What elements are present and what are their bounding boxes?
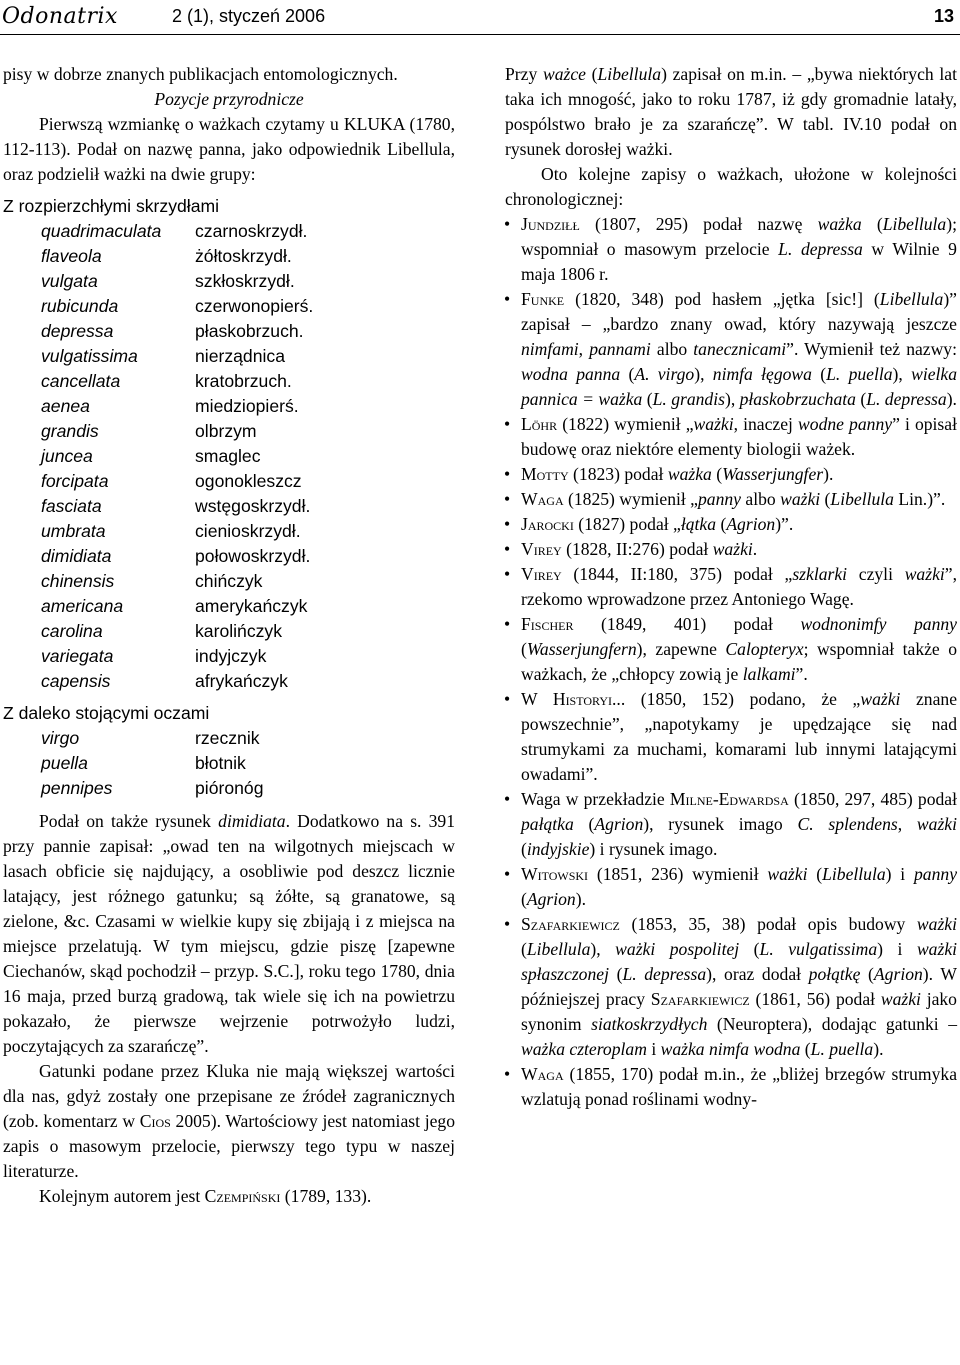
paragraph-kluk: Pierwszą wzmiankę o ważkach czytamy u KLUKA (1780, 112-113). Podał on nazwę panna, jako odpowiednik Libellula, oraz podzielił ważki na dwie grupy: [3,114,455,184]
species-row [3,751,455,776]
latin-name: rubicunda [41,296,119,316]
species-row [3,469,455,494]
latin-name: vulgatissima [41,346,138,366]
polish-name: pióronóg [195,778,264,798]
species-row [3,494,455,519]
right-column [505,62,957,1112]
latin-name: pennipes [41,778,113,798]
latin-name: depressa [41,321,114,341]
polish-name: czarnoskrzydł. [195,221,308,241]
latin-name: dimidiata [41,546,112,566]
paragraph-czempinski: Kolejnym autorem jest Czempiński (1789, 133). [39,1186,372,1206]
latin-name: grandis [41,421,99,441]
polish-name: cienioskrzydł. [195,521,301,541]
list-item: • Motty (1823) podał ważka (Wasserjungfer). [505,462,957,487]
species-row [3,394,455,419]
polish-name: kratobrzuch. [195,371,292,391]
species-row [3,669,455,694]
left-column [3,62,455,1209]
species-row [3,294,455,319]
issue-info: 2 (1), styczeń 2006 [172,6,326,26]
species-row [3,344,455,369]
list-item: • Virey (1844, II:180, 375) podał „szklarki czyli ważki”, rzekomo wprowadzone przez Antoniego Wagę. [505,562,957,612]
latin-name: capensis [41,671,111,691]
species-list-1 [3,219,455,694]
records-list [505,212,957,1112]
latin-name: quadrimaculata [41,221,162,241]
polish-name: ogonokleszcz [195,471,302,491]
latin-name: flaveola [41,246,102,266]
list-item: • Jarocki (1827) podał „łątka (Agrion)”. [505,512,957,537]
polish-name: błotnik [195,753,246,773]
list-item: • Funke (1820, 348) pod hasłem „jętka [sic!] (Libellula)” zapisał – „bardzo znany owad, który nazywają jeszcze nimfami, pannami albo tanecznicami”. Wymienił też nazwy: wodna panna (A. virgo), nimfa łęgowa (L. puella), wielka pannica = ważka (L. grandis), płaskobrzuchata (L. depressa). [505,287,957,412]
species-row [3,594,455,619]
latin-name: variegata [41,646,114,666]
polish-name: nierządnica [195,346,285,366]
journal-title: Odonatrix [2,4,118,29]
polish-name: żółtoskrzydł. [195,246,292,266]
species-row [3,244,455,269]
polish-name: rzecznik [195,728,260,748]
list-item: • Witowski (1851, 236) wymienił ważki (Libellula) i panny (Agrion). [505,862,957,912]
latin-name: umbrata [41,521,106,541]
species-row [3,619,455,644]
polish-name: czerwonopierś. [195,296,314,316]
latin-name: chinensis [41,571,115,591]
list-item: • Jundziłł (1807, 295) podał nazwę ważka (Libellula); wspomniał o masowym przelocie L. depressa w Wilnie 9 maja 1806 r. [505,212,957,287]
list-item: • Löhr (1822) wymienił „ważki, inaczej wodne panny” i opisał budowę oraz niektóre elementy biologii ważek. [505,412,957,462]
paragraph-chronological: Oto kolejne zapisy o ważkach, ułożone w kolejności chronologicznej: [505,164,957,209]
polish-name: afrykańczyk [195,671,288,691]
polish-name: wstęgoskrzydł. [195,496,311,516]
species-row [3,219,455,244]
species-row [3,319,455,344]
list-item: • Waga (1855, 170) podał m.in., że „bliżej brzegów strumyka wzlatują ponad roślinami wodny- [505,1062,957,1112]
latin-name: juncea [41,446,93,466]
polish-name: smaglec [195,446,261,466]
polish-name: karolińczyk [195,621,283,641]
polish-name: amerykańczyk [195,596,308,616]
polish-name: połowoskrzydł. [195,546,311,566]
page-number: 13 [933,6,954,26]
paragraph-kluk-species: Gatunki podane przez Kluka nie mają większej wartości dla nas, gdyż zostały one przepisane ze źródeł zagranicznych (zob. komentarz w Cios 2005). Wartościowy jest natomiast jego zapis o masowym przelocie, pierwszy tego typu w naszej literaturze. [3,1061,455,1181]
list-item: • Waga w przekładzie Milne-Edwardsa (1850, 297, 485) podał pałątka (Agrion), rysunek imago C. splendens, ważki (indyjskie) i rysunek imago. [505,787,957,862]
species-group-title: Z daleko stojącymi oczami [3,703,210,723]
latin-name: vulgata [41,271,98,291]
species-row [3,269,455,294]
species-row [3,519,455,544]
list-item: • W Historyi... (1850, 152) podano, że „ważki znane powszechnie”, „napotykamy je upędzające się nad strumykami za muchami, komarami lub innymi latającymi owadami”. [505,687,957,787]
species-row [3,776,455,801]
species-row [3,569,455,594]
polish-name: płaskobrzuch. [195,321,304,341]
list-item: • Fischer (1849, 401) podał wodnonimfy panny (Wasserjungfern), zapewne Calopteryx; wspomniał także o ważkach, że „chłopcy zowią je lalkami”. [505,612,957,687]
latin-name: virgo [41,728,80,748]
polish-name: chińczyk [195,571,263,591]
species-row [3,369,455,394]
polish-name: olbrzym [195,421,257,441]
polish-name: szkłoskrzydł. [195,271,295,291]
latin-name: carolina [41,621,103,641]
latin-name: americana [41,596,124,616]
polish-name: miedziopierś. [195,396,299,416]
section-title: Pozycje przyrodnicze [154,89,304,109]
species-row [3,644,455,669]
species-row [3,544,455,569]
species-row [3,419,455,444]
latin-name: puella [41,753,88,773]
page-header [0,0,960,35]
species-row [3,726,455,751]
paragraph-czempinski-quote: Przy ważce (Libellula) zapisał on m.in. – „bywa niektórych lat taka ich mnogość, jako to roku 1787, iż gdy gromadnie latały, pospólstwo brało je za szarańczę”. W tabl. IV.10 podał on rysunek dorosłej ważki. [505,64,957,159]
latin-name: cancellata [41,371,121,391]
species-row [3,444,455,469]
list-item: • Szafarkiewicz (1853, 35, 38) podał opis budowy ważki (Libellula), ważki pospolitej (L. vulgatissima) i ważki spłaszczonej (L. depressa), oraz dodał połątkę (Agrion). W późniejszej pracy Szafarkiewicz (1861, 56) podał ważki jako synonim siatkoskrzydłych (Neuroptera), dodając gatunki – ważka czteroplam i ważka nimfa wodna (L. puella). [505,912,957,1062]
species-group-title: Z rozpierzchłymi skrzydłami [3,196,220,216]
species-list-2 [3,726,455,801]
list-item: • Virey (1828, II:276) podał ważki. [505,537,957,562]
latin-name: fasciata [41,496,102,516]
polish-name: indyjczyk [195,646,267,666]
latin-name: aenea [41,396,90,416]
intro-continuation: pisy w dobrze znanych publikacjach entomologicznych. [3,64,398,84]
paragraph-dimidiata: Podał on także rysunek dimidiata. Dodatkowo na s. 391 przy pannie zapisał: „owad ten na wilgotnych miejscach w lasach obficie się najdujący, a osobliwie pod deszcz licznie latający, jest różnego gatunku; są żółte, są granatowe, są zielone, &c. Czasami w wielkie kupy się zbijają i z miejsca na miejsce przelatują. W tym miejscu, gdzie piszę [zapewne Ciechanów, skąd pochodził – przyp. S.C.], roku tego 1780, dnia 16 maja, przed burzą gradową, tak wiele się ich na powietrzu pokazało, że pierwsze wejrzenie potrwożyło ludzi, poczytających za szarańczę”. [3,811,456,1056]
list-item: • Waga (1825) wymienił „panny albo ważki (Libellula Lin.)”. [505,487,957,512]
latin-name: forcipata [41,471,109,491]
